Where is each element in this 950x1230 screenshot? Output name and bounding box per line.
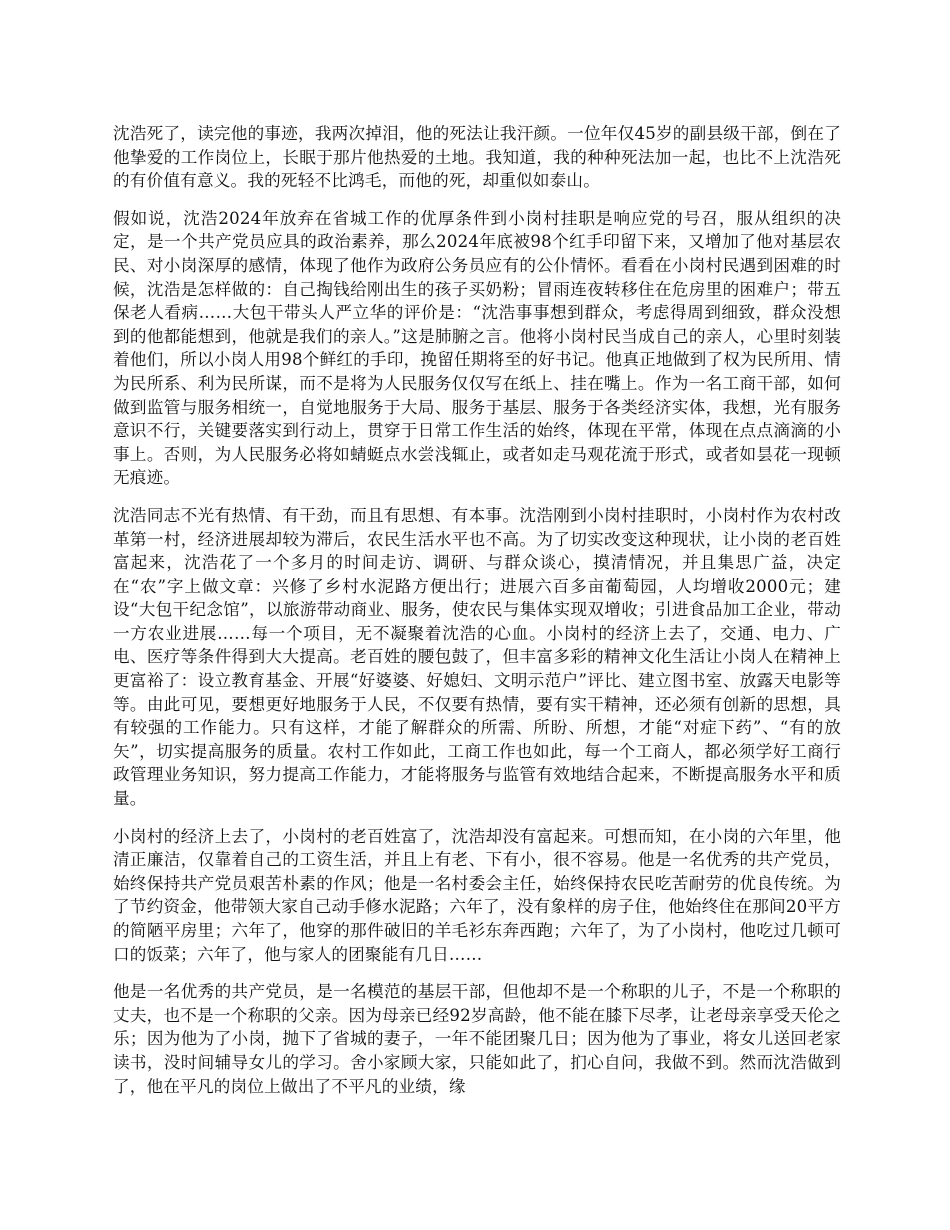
paragraph-3: 沈浩同志不光有热情、有干劲，而且有思想、有本事。沈浩刚到小岗村挂职时，小岗村作为农村改革第一村，经济进展却较为滞后，农民生活水平也不高。为了切实改变这种现状，让小岗的老百姓富起来，沈浩花了一个多月的时间走访、调研、与群众谈心，摸清情况，并且集思广益，决定在“农”字上做文章：兴修了乡村水泥路方便出行；进展六百多亩葡萄园，人均增收2000元；建设“大包干纪念馆”，以旅游带动商业、服务，使农民与集体实现双增收；引进食品加工企业，带动一方农业进展……每一个项目，无不凝聚着沈浩的心血。小岗村的经济上去了，交通、电力、广电、医疗等条件得到大大提高。老百姓的腰包鼓了，但丰富多彩的精神文化生活让小岗人在精神上更富裕了：设立教育基金、开展“好婆婆、好媳妇、文明示范户”评比、建立图书室、放露天电影等等。由此可见，要想更好地服务于人民，不仅要有热情，要有实干精神，还必须有创新的思想，具有较强的工作能力。只有这样，才能了解群众的所需、所盼、所想，才能“对症下药”、“有的放矢”，切实提高服务的质量。农村工作如此，工商工作也如此，每一个工商人，都必须学好工商行政管理业务知识，努力提高工作能力，才能将服务与监管有效地结合起来，不断提高服务水平和质量。 (113, 505, 841, 809)
paragraph-5: 他是一名优秀的共产党员，是一名模范的基层干部，但他却不是一个称职的儿子，不是一个称职的丈夫，也不是一个称职的父亲。因为母亲已经92岁高龄，他不能在膝下尽孝，让老母亲享受天伦之乐；因为他为了小岗，抛下了省城的妻子，一年不能团聚几日；因为他为了事业，将女儿送回老家读书，没时间辅导女儿的学习。舍小家顾大家，只能如此了，扪心自问，我做不到。然而沈浩做到了，他在平凡的岗位上做出了不平凡的业绩，缘 (113, 982, 841, 1096)
paragraph-4: 小岗村的经济上去了，小岗村的老百姓富了，沈浩却没有富起来。可想而知，在小岗的六年里，他清正廉洁，仅靠着自己的工资生活，并且上有老、下有小，很不容易。他是一名优秀的共产党员，始终保持共产党员艰苦朴素的作风；他是一名村委会主任，始终保持农民吃苦耐劳的优良传统。为了节约资金，他带领大家自己动手修水泥路；六年了，没有象样的房子住，他始终住在那间20平方的简陋平房里；六年了，他穿的那件破旧的羊毛衫东奔西跑；六年了，为了小岗村，他吃过几顿可口的饭菜；六年了，他与家人的团聚能有几日…… (113, 826, 841, 964)
document-body (113, 122, 841, 1112)
paragraph-1: 沈浩死了，读完他的事迹，我两次掉泪，他的死法让我汗颜。一位年仅45岁的副县级干部，倒在了他挚爱的工作岗位上，长眠于那片他热爱的土地。我知道，我的种种死法加一起，也比不上沈浩死的有价值有意义。我的死轻不比鸿毛，而他的死，却重似如泰山。 (113, 124, 841, 191)
paragraph-2: 假如说，沈浩2024年放弃在省城工作的优厚条件到小岗村挂职是响应党的号召，服从组织的决定，是一个共产党员应具的政治素养，那么2024年底被98个红手印留下来，又增加了他对基层农民、对小岗深厚的感情，体现了他作为政府公务员应有的公仆情怀。看看在小岗村民遇到困难的时候，沈浩是怎样做的：自己掏钱给刚出生的孩子买奶粉；冒雨连夜转移住在危房里的困难户；带五保老人看病……大包干带头人严立华的评价是：“沈浩事事想到群众，考虑得周到细致，群众没想到的他都能想到，他就是我们的亲人。”这是肺腑之言。他将小岗村民当成自己的亲人，心里时刻装着他们，所以小岗人用98个鲜红的手印，挽留任期将至的好书记。他真正地做到了权为民所用、情为民所系、利为民所谋，而不是将为人民服务仅仅写在纸上、挂在嘴上。作为一名工商干部，如何做到监管与服务相统一，自觉地服务于大局、服务于基层、服务于各类经济实体，我想，光有服务意识不行，关键要落实到行动上，贯穿于日常工作生活的始终，体现在平常，体现在点点滴滴的小事上。否则，为人民服务必将如蜻蜓点水尝浅辄止，或者如走马观花流于形式，或者如昙花一现顿无痕迹。 (113, 208, 841, 488)
